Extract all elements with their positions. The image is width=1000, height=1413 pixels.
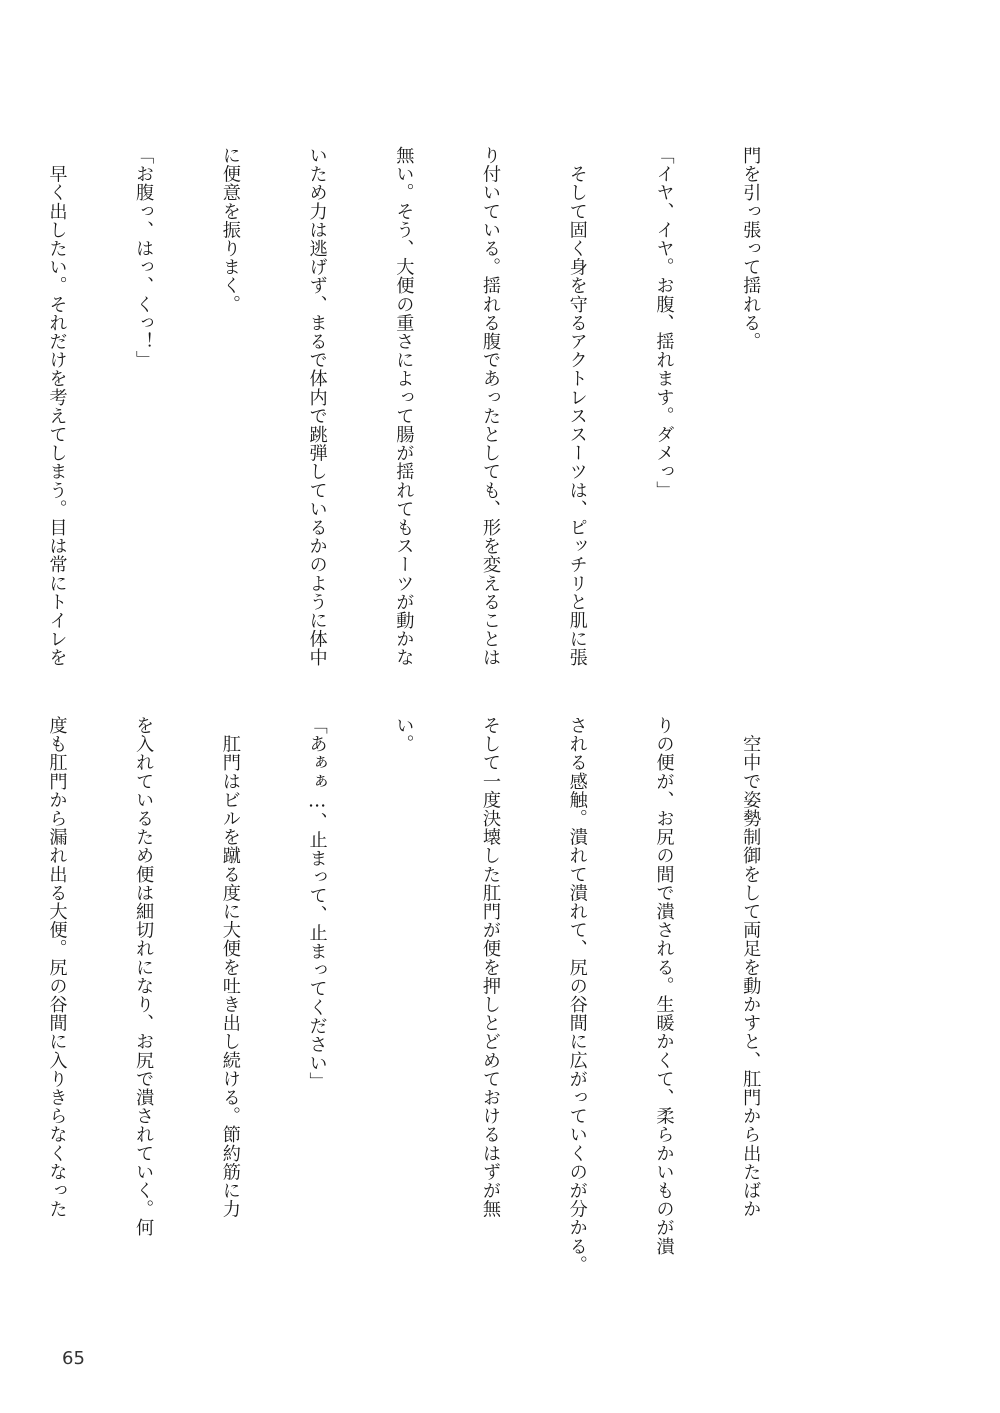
text-line: 「イヤ、イヤ。お腹、揺れます。ダメっ」 <box>653 146 675 500</box>
text-line: いため力は逃げず、まるで体内で跳弾しているかのように体中 <box>306 146 328 667</box>
text-line: そして固く身を守るアクトレススーツは、ピッチリと肌に張 <box>566 146 588 667</box>
text-line: を入れているため便は細切れになり、お尻で潰されていく。何 <box>133 716 155 1237</box>
text-block-top <box>46 146 822 692</box>
text-line: 「あぁぁ…、止まって、止まってください」 <box>306 716 328 1091</box>
text-line: 無い。そう、大便の重さによって腸が揺れてもスーツが動かな <box>393 146 415 667</box>
text-line: 早く出したい。それだけを考えてしまう。目は常にトイレを <box>46 146 68 667</box>
text-line: 度も肛門から漏れ出る大便。尻の谷間に入りきらなくなった <box>46 716 68 1219</box>
text-line: 肛門はビルを蹴る度に大便を吐き出し続ける。節約筋に力 <box>219 716 241 1219</box>
text-line: 空中で姿勢制御をして両足を動かすと、肛門から出たばか <box>740 716 762 1219</box>
text-line: りの便が、お尻の間で潰される。生暖かくて、柔らかいものが潰 <box>653 716 675 1256</box>
text-line: 「お腹っ、はっ、くっ！」 <box>133 146 155 370</box>
text-line: そして一度決壊した肛門が便を押しとどめておけるはずが無 <box>480 716 502 1219</box>
page-number: 65 <box>62 1348 85 1369</box>
text-line: い。 <box>393 716 415 754</box>
text-line: に便意を振りまく。 <box>219 146 241 314</box>
text-line: 門を引っ張って揺れる。 <box>740 146 762 351</box>
text-line: り付いている。揺れる腹であったとしても、形を変えることは <box>480 146 502 667</box>
text-line: される感触。潰れて潰れて、尻の谷間に広がっていくのが分かる。 <box>566 716 588 1274</box>
text-block-bottom <box>46 716 822 1274</box>
